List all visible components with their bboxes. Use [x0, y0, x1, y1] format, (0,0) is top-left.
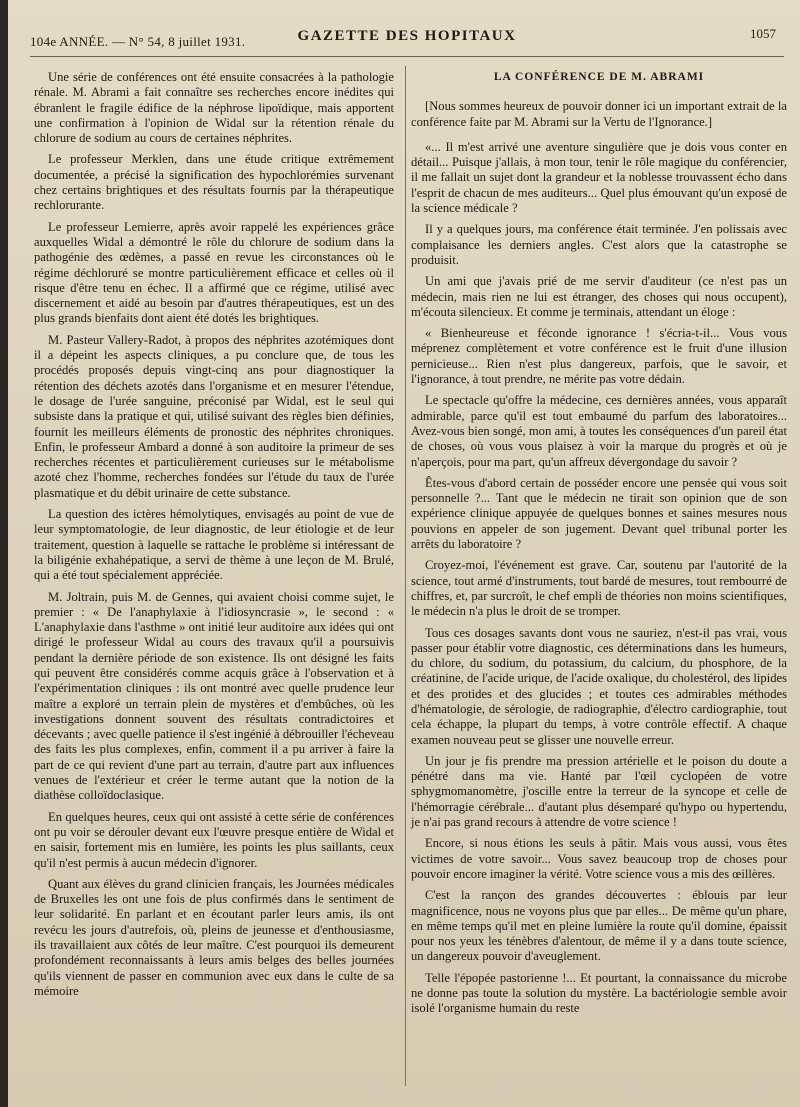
page-number: 1057	[750, 26, 776, 41]
column-divider	[405, 66, 406, 1086]
paragraph: En quelques heures, ceux qui ont assisté à cette série de conférences ont pu voir se dérouler devant eux l'œuvre presque entière de Widal et en saisir, fortement mis en lumière, les points les plus saillants, ceux qu'il n'est permis à aucun médecin d'ignorer.	[34, 809, 394, 870]
paragraph: Encore, si nous étions les seuls à pâtir. Mais vous aussi, vous êtes victimes de votre savoir... Vous savez beaucoup trop de choses pour pouvoir encore imaginer la vérité. Votre science vous a mis des œillères.	[411, 836, 787, 881]
paragraph: Un ami que j'avais prié de me servir d'auditeur (ce n'est pas un médecin, mais rien ne lui est étranger, des choses qui nous occupent), m'écouta silencieux. Et comme je terminais, attendant un éloge :	[411, 274, 787, 319]
paragraph: M. Joltrain, puis M. de Gennes, qui avaient choisi comme sujet, le premier : « De l'anaphylaxie à l'idiosyncrasie », le second : « L'anaphylaxie dans l'asthme » ont initié leur auditoire aux idées qui ont dirigé le professeur Widal au cours des travaux qu'il a poursuivis pendant la dernière période de son existence. Ils ont désigné les faits qui peuvent être considérés comme acquis grâce à l'observation et à l'expérimentation cliniques : ils ont montré avec quelle prudence leur maître a exploré un terrain plein de mystères et d'embûches, où les investigations donnent souvent des résultats contradictoires et décevants ; avec quelle patience il s'est ingénié à débrouiller l'écheveau des faits les plus complexes, enfin, comment il a pu arriver à faire la part de ce qui revient d'une part au terrain, d'autre part aux influences venues de l'extérieur et créer le terme autant que la notion de la diathèse colloïdoclasique.	[34, 589, 394, 803]
paragraph: La question des ictères hémolytiques, envisagés au point de vue de leur symptomatologie, de leur diagnostic, de leur étiologie et de leur traitement, question à laquelle se rattache le problème si intéressant de la biligénie exhahépatique, a servi de thème à une leçon de M. Brulé, qui a été tout spécialement appréciée.	[34, 507, 394, 583]
paragraph: Le professeur Lemierre, après avoir rappelé les expériences grâce auxquelles Widal a démontré le rôle du chlorure de sodium dans la pathogénie des œdèmes, a passé en revue les circonstances où le régime déchloruré se montre particulièrement efficace et celles où il risque d'être tenu en échec. Il a affirmé que ce régime, utilisé avec discernement et aidé au besoin par d'autres thérapeutiques, est un des plus grands bienfaits dont aient été dotés les brightiques.	[34, 219, 394, 326]
paragraph: M. Pasteur Vallery-Radot, à propos des néphrites azotémiques dont il a dépeint les aspects cliniques, a pu conclure que, de tous les procédés proposés depuis vingt-cinq ans pour diagnostiquer la rétention des déchets azotés dans l'organisme et en mesurer l'étendue, le dosage de l'urée sanguine, préconisé par Widal, est le seul qui subsiste dans la pratique et qui, utilisé suivant des règles bien définies, fournit les meilleurs éléments de pronostic des néphrites chroniques. Enfin, le professeur Ambard a donné à son auditoire la primeur de ses recherches récentes et particulièrement curieuses sur le métabolisme azoté chez l'homme, recherches fondées sur l'étude du taux de l'urée plasmatique et du débit urinaire de cette substance.	[34, 332, 394, 500]
editorial-intro: [Nous sommes heureux de pouvoir donner ici un important extrait de la conférence faite par M. Abrami sur la Vertu de l'Ignorance.]	[411, 99, 787, 129]
page-header	[30, 22, 784, 57]
paragraph: Tous ces dosages savants dont vous ne sauriez, n'est-il pas vrai, vous passer pour établir votre diagnostic, ces déterminations dans les humeurs, du chlore, du sodium, du potassium, du calcium, du phosphore, de la créatinine, de l'acide urique, de l'acide oxalique, du cholestérol, des lipides et des protides et des glucides ; et toutes ces admirables méthodes d'hématologie, de sérologie, de radiographie, d'électro cardiographie, tout cela échappe, la plupart du temps, à votre contrôle effectif. A chaque examen nouveau peut se glisser une nouvelle erreur.	[411, 625, 787, 747]
right-column	[411, 70, 787, 1023]
paragraph: Un jour je fis prendre ma pression artérielle et le poison du doute a pénétré dans ma vie. Hanté par l'œil cyclopéen de votre sphygmomanomètre, j'oscille entre la terreur de la syncope et celle de l'hémorragie cérébrale... d'autant plus désemparé qu'hypo ou hypertendu, je n'ai pas grand recours à attendre de votre science !	[411, 753, 787, 830]
paragraph: Le professeur Merklen, dans une étude critique extrêmement documentée, a précisé la signification des hypochlorémies survenant chez certains brightiques et des résultats fournis par la thérapeutique rechlorurante.	[34, 152, 394, 213]
paragraph: « Bienheureuse et féconde ignorance ! s'écria-t-il... Vous vous méprenez complètement et votre conférence est le fruit d'une illusion pernicieuse... Rien n'est plus dangereux, parfois, que le savoir, et l'ignorance, à tout prendre, ne mérite pas votre dédain.	[411, 326, 787, 387]
journal-title: GAZETTE DES HOPITAUX	[297, 28, 517, 44]
article-title: LA CONFÉRENCE DE M. ABRAMI	[493, 71, 705, 83]
left-column	[34, 70, 394, 1005]
paragraph: Telle l'épopée pastorienne !... Et pourtant, la connaissance du microbe ne donne pas toute la solution du mystère. La bactériologie semble avoir isolé l'organisme humain du reste	[411, 970, 787, 1016]
paragraph: Quant aux élèves du grand clinicien français, les Journées médicales de Bruxelles les ont une fois de plus confirmés dans le sentiment de leur solidarité. En parlant et en écoutant parler leurs amis, ils ont revécu les jours d'autrefois, où, pleins de jeunesse et d'enthousiasme, ils travaillaient aux côtés de leur maître. C'est pourquoi ils demeurent profondément reconnaissants à leurs amis belges des belles journées qu'ils viennent de passer en communion avec eux dans le culte de sa mémoire	[34, 876, 394, 998]
issue-info: 104e ANNÉE. — N° 54, 8 juillet 1931.	[30, 34, 246, 49]
paragraph: Il y a quelques jours, ma conférence était terminée. J'en polissais avec complaisance les derniers angles. C'est alors que la catastrophe se produisit.	[411, 222, 787, 267]
paragraph: C'est la rançon des grandes découvertes : éblouis par leur magnificence, nous ne voyons plus que par elles... De même qu'un phare, en même temps qu'il met en pleine lumière la route qu'il domine, épaissit pour nos yeux les ténèbres d'alentour, de même il y a dans toute science, un dangereux pouvoir d'aveuglement.	[411, 888, 787, 964]
paragraph: «... Il m'est arrivé une aventure singulière que je dois vous conter en détail... Puisque j'allais, à mon tour, tenir le rôle magique du conférencier, il me fallait un sujet dont la grandeur et la noblesse trouvassent écho dans l'esprit de chacun de mes auditeurs... Quel plus émouvant qu'un exposé de la science médicale ?	[411, 139, 787, 216]
paragraph: Êtes-vous d'abord certain de posséder encore une pensée qui vous soit personnelle ?... Tant que le médecin ne tirait son opinion que de son expérience clinique appuyée de quelques bonnes et saines mesures nous pouvions en appeler de son jugement. Devant quel tribunal porter les arrêts du laboratoire ?	[411, 475, 787, 552]
paragraph: Croyez-moi, l'événement est grave. Car, soutenu par l'autorité de la science, tout armé d'instruments, tout bardé de mesures, tout rembourré de chiffres, et, par surcroît, le chef empli de théories non moins scientifiques, le médecin n'a plus le droit de se tromper.	[411, 558, 787, 619]
paragraph: Une série de conférences ont été ensuite consacrées à la pathologie rénale. M. Abrami a fait connaître ses recherches encore inédites qui ébranlent le fragile édifice de la néphrose lipoïdique, mais apportent une confirmation à l'opinion de Widal sur la rétention rénale du chlorure de sodium au cours de certaines néphrites.	[34, 70, 394, 146]
paragraph: Le spectacle qu'offre la médecine, ces dernières années, vous apparaît admirable, parce qu'il est tout embaumé du parfum des laboratoires... Avez-vous bien songé, mon ami, à toutes les conséquences d'un pareil état de choses, où vous vous plaisez à voir la marque du progrès et où je n'aperçois, pour ma part, qu'un affreux dévergondage du savoir ?	[411, 393, 787, 469]
